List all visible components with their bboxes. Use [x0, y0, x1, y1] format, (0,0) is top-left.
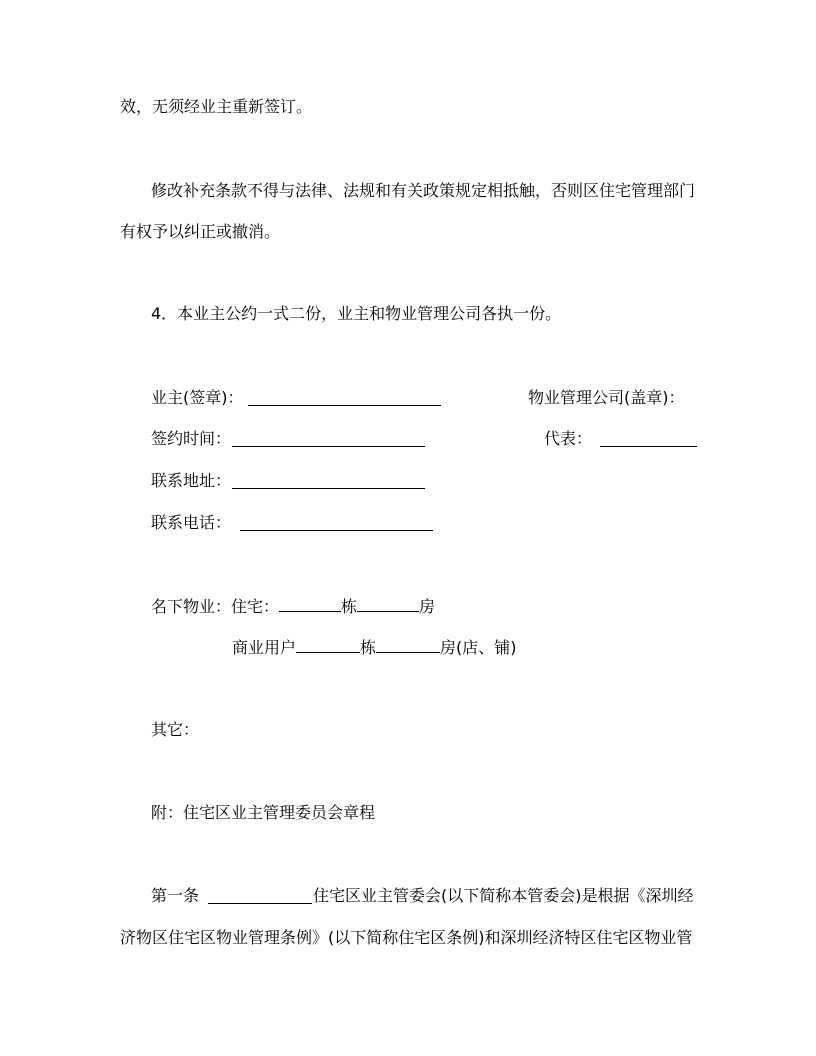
- article-1-line1: [151, 885, 199, 907]
- room-label: 房: [419, 597, 436, 616]
- company-seal-label: [528, 387, 685, 409]
- article-number: 第一条: [151, 886, 200, 905]
- owner-signature-field[interactable]: [248, 405, 441, 406]
- label-text: 代表：: [544, 429, 593, 448]
- address-field[interactable]: [232, 488, 425, 489]
- other-label: [151, 719, 199, 741]
- representative-field[interactable]: [600, 446, 697, 447]
- property-line-commercial: [232, 636, 517, 659]
- article-1-line2: [120, 927, 693, 949]
- representative-label: [544, 428, 592, 450]
- residence-room-field[interactable]: [357, 595, 419, 612]
- article-text: 济物区住宅区物业管理条例》(以下简称住宅区条例)和深圳经济特区住宅区物业管: [120, 928, 693, 947]
- phone-field[interactable]: [240, 530, 433, 531]
- commercial-label: 商业用户: [232, 638, 297, 657]
- phone-label: [151, 512, 231, 534]
- building-label: 栋: [360, 638, 377, 657]
- label-text: 签约时间：: [151, 429, 232, 448]
- address-label: [151, 470, 231, 492]
- paragraph-text: 效，无须经业主重新签订。: [120, 97, 313, 116]
- property-line-residence: [151, 595, 435, 618]
- text-line: [151, 303, 561, 325]
- paragraph-text: 修改补充条款不得与法律、法规和有关政策规定相抵触，否则区住宅管理部门: [151, 181, 696, 200]
- heading-text: 附：住宅区业主管理委员会章程: [151, 803, 376, 822]
- sign-date-label: [151, 428, 231, 450]
- label-text: 联系地址：: [151, 471, 232, 490]
- shop-room-label: 房(店、铺): [440, 638, 517, 657]
- owner-signature-label: [151, 387, 244, 409]
- article-text: 住宅区业主管委会(以下简称本管委会)是根据《深圳经: [313, 886, 694, 905]
- clause-text: 4．本业主公约一式二份，业主和物业管理公司各执一份。: [151, 304, 562, 323]
- commercial-room-field[interactable]: [376, 636, 440, 653]
- property-label: 名下物业：: [151, 597, 232, 616]
- commercial-building-field[interactable]: [296, 636, 360, 653]
- label-text: 联系电话：: [151, 513, 232, 532]
- label-text: 其它：: [151, 720, 200, 739]
- appendix-title: [151, 802, 375, 824]
- paragraph-text: 有权予以纠正或撤消。: [120, 222, 281, 241]
- residence-label: 住宅：: [231, 597, 280, 616]
- building-label: 栋: [341, 597, 358, 616]
- text-line: [120, 221, 280, 243]
- residence-building-field[interactable]: [279, 595, 341, 612]
- article-1-line1-rest: [313, 885, 694, 907]
- sign-date-field[interactable]: [232, 446, 425, 447]
- text-line: [151, 180, 695, 202]
- residential-area-name-field[interactable]: [208, 903, 312, 904]
- label-text: 业主(签章)：: [151, 388, 244, 407]
- text-line: [120, 96, 312, 118]
- label-text: 物业管理公司(盖章)：: [528, 388, 685, 407]
